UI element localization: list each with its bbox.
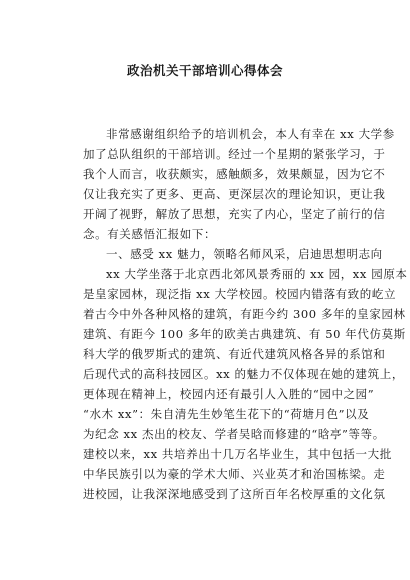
paragraph-line: 中华民族引以为豪的学术大师、兴业英才和治国栋梁。走 xyxy=(83,467,386,481)
paragraph-line: 我个人而言，收获颇实，感触颇多，效果颇显，因为它不 xyxy=(83,167,386,181)
paragraph-line: 仅让我充实了更多、更高、更深层次的理论知识，更让我 xyxy=(83,187,386,201)
paragraph-line: 加了总队组织的干部培训。经过一个星期的紧张学习，于 xyxy=(83,147,386,161)
paragraph-line: “水木 xx”：朱自清先生妙笔生花下的“荷塘月色”以及 xyxy=(83,407,370,421)
paragraph-line: 开阔了视野，解放了思想，充实了内心，坚定了前行的信 xyxy=(83,207,386,221)
section-heading: 一、感受 xx 魅力，领略名师风采，启迪思想明志向 xyxy=(106,247,383,261)
paragraph-line: 更体现在精神上，校园内还有最引人入胜的“园中之园” xyxy=(83,387,375,401)
paragraph-line: 非常感谢组织给予的培训机会，本人有幸在 xx 大学参 xyxy=(106,127,395,141)
paragraph-line: 后现代式的高科技园区。xx 的魅力不仅体现在她的建筑上， xyxy=(83,367,404,381)
paragraph-line: 建校以来，xx 共培养出十几万名毕业生，其中包括一大批 xyxy=(83,447,392,461)
paragraph-line: 是皇家园林，现泛指 xx 大学校园。校园内错落有致的屹立 xyxy=(83,287,397,301)
paragraph-line: 建筑、有距今 100 多年的欧美古典建筑、有 50 年代仿莫斯 xyxy=(83,327,406,341)
paragraph-line: 进校园，让我深深地感受到了这所百年名校厚重的文化氛 xyxy=(83,487,386,501)
paragraph-line: 为纪念 xx 杰出的校友、学者吴晗而修建的“晗亭”等等。 xyxy=(83,427,385,441)
paragraph-line: 着古今中外各种风格的建筑，有距今约 300 多年的皇家园林 xyxy=(83,307,406,321)
paragraph-line: 科大学的俄罗斯式的建筑、有近代建筑风格各异的系馆和 xyxy=(83,347,386,361)
document-title: 政治机关干部培训心得体会 xyxy=(126,63,283,78)
paragraph-line: xx 大学坐落于北京西北郊风景秀丽的 xx 园，xx 园原本 xyxy=(106,267,408,281)
paragraph-line: 念。有关感悟汇报如下： xyxy=(83,227,217,241)
